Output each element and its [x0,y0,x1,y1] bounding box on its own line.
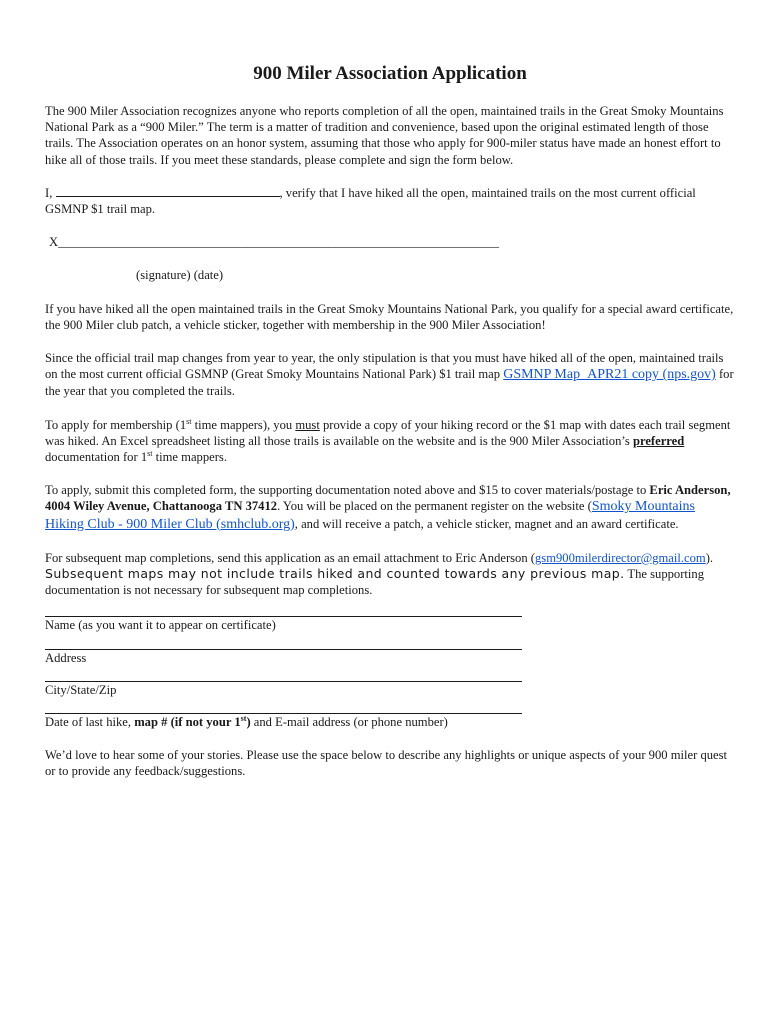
mailing-address: Eric Anderson, 4004 Wiley Avenue, Chattanooga TN 37412 [45,483,731,514]
name-label: Name (as you want it to appear on certificate) [45,618,276,633]
trail-map-link[interactable]: GSMNP Map_APR21 copy (nps.gov) [503,367,716,383]
director-email-link[interactable]: gsm900milerdirector@gmail.com [535,550,706,565]
signature-line[interactable]: X______________________________________________________________________ [49,235,499,250]
intro-paragraph: The 900 Miler Association recognizes anyone who reports completion of all the open, maintained trails in the Great Smoky Mountains National Park as a “900 Miler.” The term is a matter of tradition and convenience, based upon the original estimated length of those trails. The Association operates on an honor system, assuming that those who apply for 900-miler status have made an honest effort to hike all of those trails. If you meet these standards, please complete and sign the form below. [45,104,724,167]
preferred-emphasis: preferred [632,433,685,448]
submit-paragraph: To apply, submit this completed form, the supporting documentation noted above and $15 to cover materials/postage to Eric Anderson, 4004 Wiley Avenue, Chattanooga TN 37412. You will be placed on the permanent register on the website (Smoky Mountains Hiking Club - 900 Miler Club (smhclub.org), and will receive a patch, a vehicle sticker, magnet and an award certificate. [45,483,731,532]
subsequent-paragraph: For subsequent map completions, send this application as an email attachment to Eric Anderson (gsm900milerdirector@gmail.com). Subsequent maps may not include trails hiked and counted towards any previous map. The supporting documentation is not necessary for subsequent map completions. [45,550,714,598]
applicant-fields [45,615,735,730]
hiker-name-blank[interactable] [56,185,280,197]
qualify-paragraph: If you have hiked all the open maintained trails in the Great Smoky Mountains National Park, you qualify for a special award certificate, the 900 Miler club patch, a vehicle sticker, together with membership in the 900 Miler Association! [45,301,734,332]
signature-label: (signature) (date) [136,268,224,283]
must-emphasis: must [295,417,320,432]
city-state-zip-label: City/State/Zip [45,682,117,697]
subsequent-note: Subsequent maps may not include trails hiked and counted towards any previous map. [45,566,625,582]
membership-paragraph: To apply for membership (1st time mappers), you must provide a copy of your hiking record or the $1 map with dates each trail segment was hiked. An Excel spreadsheet listing all those trails is available on the website and is the 900 Miler Association’s preferred documentation for 1st time mappers. [45,416,731,465]
application-form [45,62,735,797]
club-website-link[interactable]: Smoky Mountains Hiking Club - 900 Miler Club (smhclub.org) [45,499,695,532]
stories-paragraph: We’d love to hear some of your stories. Please use the space below to describe any highlights or unique aspects of your 900 miler quest or to provide any feedback/suggestions. [45,748,728,779]
last-hike-label: Date of last hike, map # (if not your 1st) and E-mail address (or phone number) [45,713,448,730]
stipulation-paragraph: Since the official trail map changes from year to year, the only stipulation is that you must have hiked all of the open, maintained trails on the most current official GSMNP (Great Smoky Mountains National Park) $1 trail map GSMNP Map_APR21 copy (nps.gov) for the year that you completed the trails. [45,351,734,399]
verify-statement: I, , verify that I have hiked all the open, maintained trails on the most current official GSMNP $1 trail map. [45,185,696,217]
address-label: Address [45,650,87,665]
page-title: 900 Miler Association Application [253,63,527,84]
